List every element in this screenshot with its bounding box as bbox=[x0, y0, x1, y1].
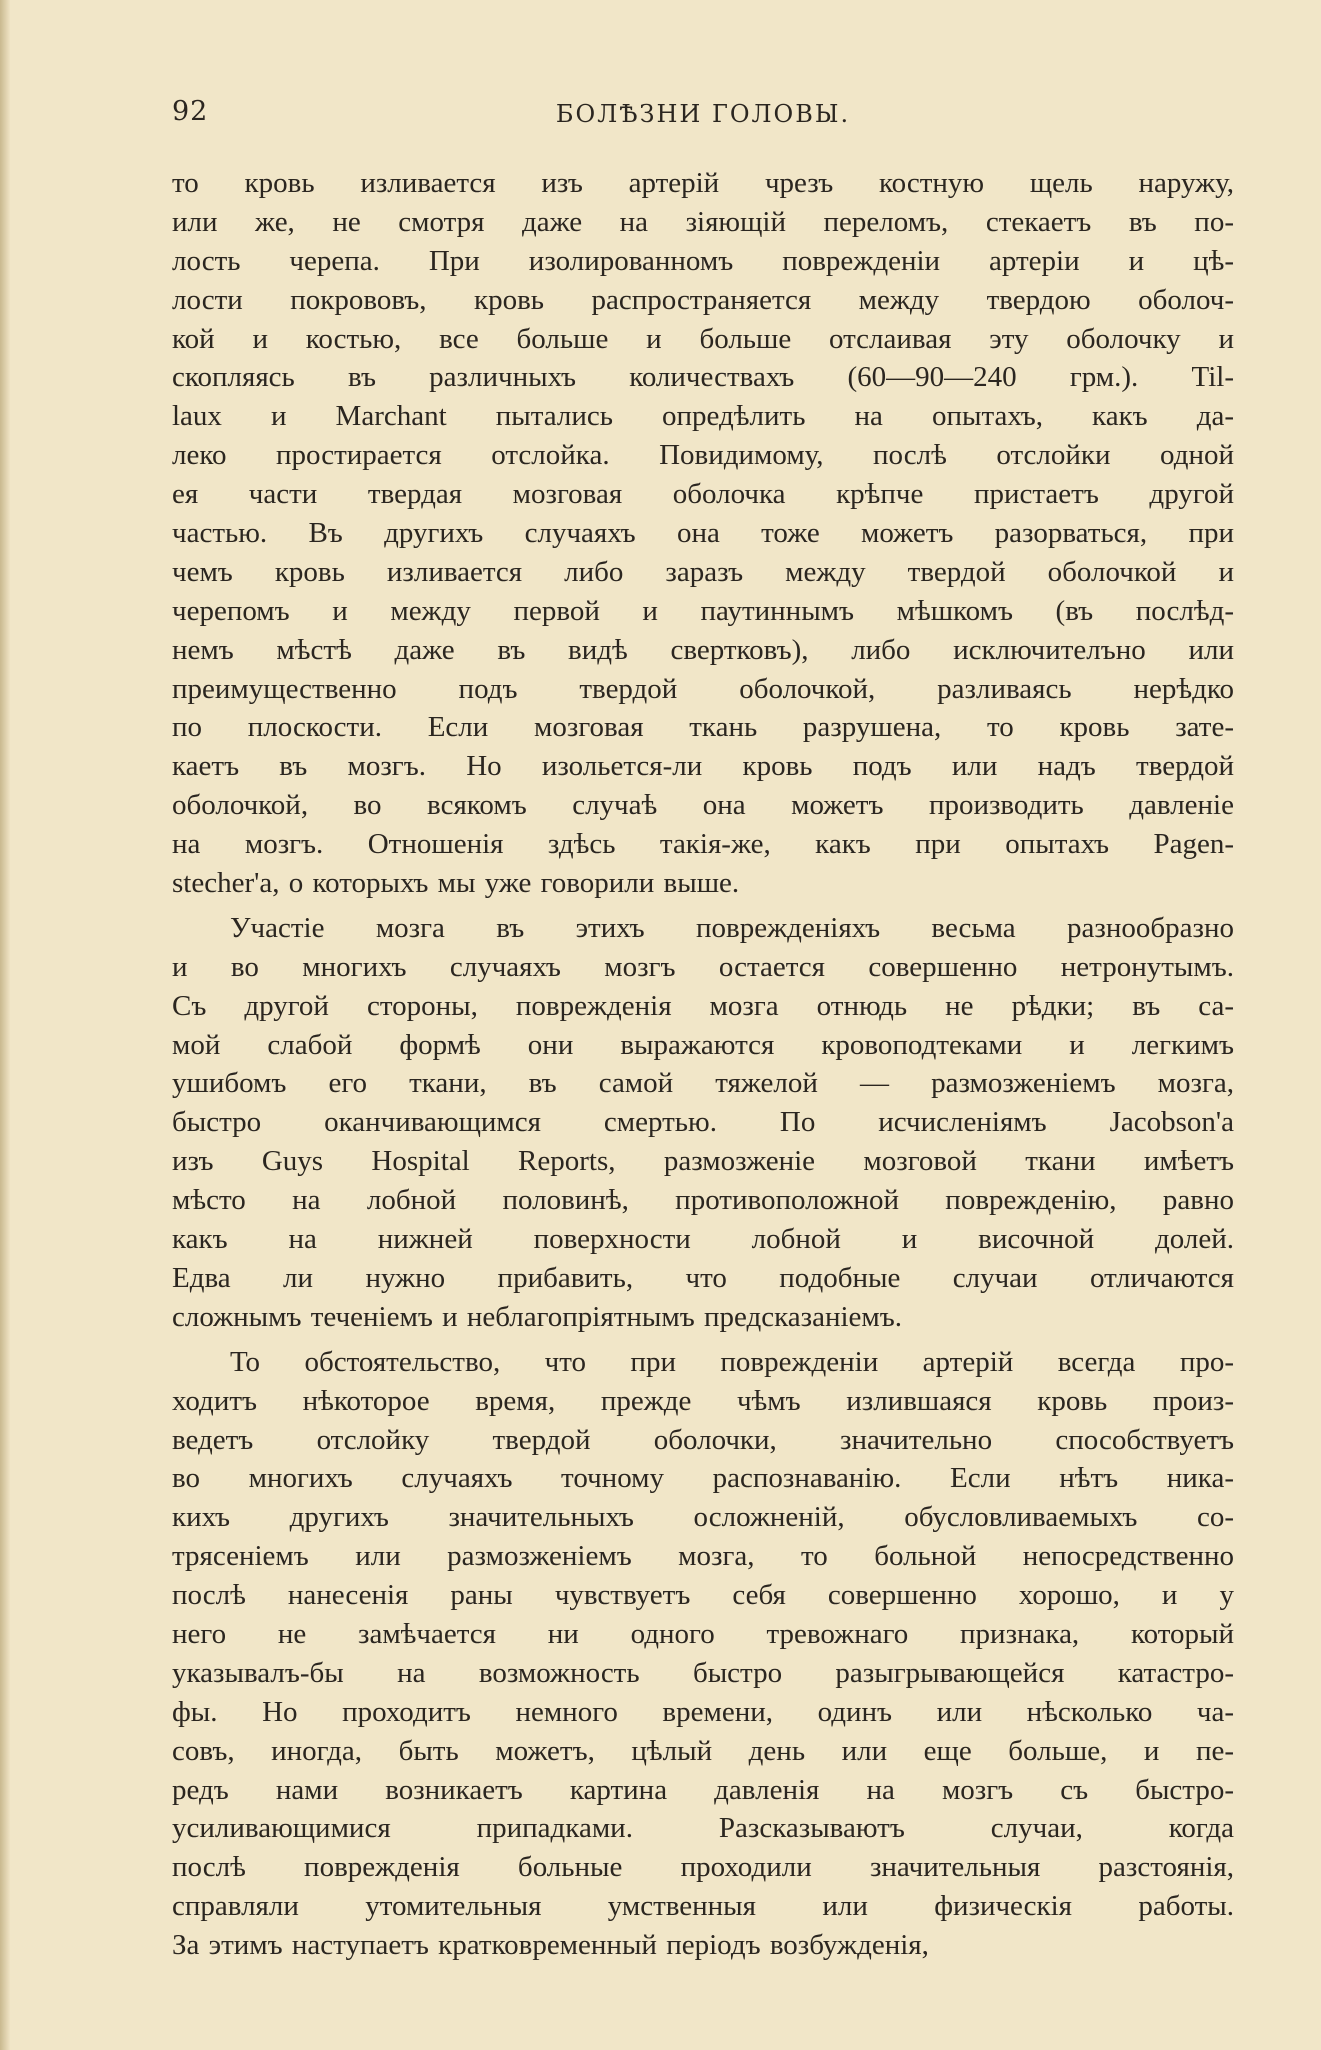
text-line: фы. Но проходитъ немного времени, одинъ или нѣсколько ча- bbox=[172, 1695, 1234, 1728]
text-line: частью. Въ другихъ случаяхъ она тоже можетъ разорваться, при bbox=[172, 517, 1234, 550]
text-line: изъ Guys Hospital Reports, размозженіе мозговой ткани имѣетъ bbox=[172, 1145, 1234, 1178]
text-line: ушибомъ его ткани, въ самой тяжелой — размозженіемъ мозга, bbox=[172, 1067, 1234, 1100]
text-line: указывалъ-бы на возможность быстро разыгрывающейся катастро- bbox=[172, 1656, 1234, 1689]
text-line: кой и костью, все больше и больше отслаивая эту оболочку и bbox=[172, 322, 1234, 355]
text-line: ведетъ отслойку твердой оболочки, значительно способствуетъ bbox=[172, 1423, 1234, 1456]
text-line: послѣ нанесенія раны чувствуетъ себя совершенно хорошо, и у bbox=[172, 1579, 1234, 1612]
text-line: леко простирается отслойка. Повидимому, послѣ отслойки одной bbox=[172, 439, 1234, 472]
text-line: мѣсто на лобной половинѣ, противоположной поврежденію, равно bbox=[172, 1184, 1234, 1217]
text-line: во многихъ случаяхъ точному распознаванію. Если нѣтъ ника- bbox=[172, 1462, 1234, 1495]
text-line: справляли утомительныя умственныя или физическія работы. bbox=[172, 1890, 1234, 1923]
body-text bbox=[172, 164, 1234, 1971]
text-line: какъ на нижней поверхности лобной и височной долей. bbox=[172, 1223, 1234, 1256]
text-line: быстро оканчивающимся смертью. По исчисленіямъ Jacobson'а bbox=[172, 1106, 1234, 1139]
text-line: усиливающимися припадками. Разсказываютъ случаи, когда bbox=[172, 1812, 1234, 1845]
text-line: ходитъ нѣкоторое время, прежде чѣмъ излившаяся кровь произ- bbox=[172, 1384, 1234, 1417]
text-line: преимущественно подъ твердой оболочкой, разливаясь нерѣдко bbox=[172, 672, 1234, 705]
text-line: и во многихъ случаяхъ мозгъ остается совершенно нетронутымъ. bbox=[172, 950, 1234, 983]
text-line: по плоскости. Если мозговая ткань разрушена, то кровь зате- bbox=[172, 711, 1234, 744]
text-line: немъ мѣстѣ даже въ видѣ свертковъ), либо исключителъно или bbox=[172, 633, 1234, 666]
text-line: мой слабой формѣ они выражаются кровоподтеками и легкимъ bbox=[172, 1028, 1234, 1061]
text-line: ея части твердая мозговая оболочка крѣпче пристаетъ другой bbox=[172, 478, 1234, 511]
text-line: послѣ поврежденія больные проходили значительныя разстоянія, bbox=[172, 1851, 1234, 1884]
text-line: За этимъ наступаетъ кратковременный періодъ возбужденія, bbox=[172, 1929, 929, 1962]
paragraph bbox=[172, 164, 1234, 903]
text-line: Участіе мозга въ этихъ поврежденіяхъ весьма разнообразно bbox=[230, 911, 1234, 944]
text-line: лости покрововъ, кровь распространяется между твердою оболоч- bbox=[172, 283, 1234, 316]
page-header bbox=[172, 96, 1234, 136]
text-line: черепомъ и между первой и паутиннымъ мѣшкомъ (въ послѣд- bbox=[172, 594, 1234, 627]
text-line: или же, не смотря даже на зіяющій переломъ, стекаетъ въ по- bbox=[172, 205, 1234, 238]
text-line: него не замѣчается ни одного тревожнаго признака, который bbox=[172, 1617, 1234, 1650]
paragraph bbox=[172, 909, 1234, 1337]
text-line: То обстоятельство, что при поврежденіи артерій всегда про- bbox=[230, 1345, 1234, 1378]
page-number: 92 bbox=[172, 96, 209, 127]
running-title: БОЛѢЗНИ ГОЛОВЫ. bbox=[555, 100, 851, 128]
text-line: laux и Marchant пытались опредѣлить на опытахъ, какъ да- bbox=[172, 400, 1234, 433]
text-line: каетъ въ мозгъ. Но изольется-ли кровь подъ или надъ твердой bbox=[172, 750, 1234, 783]
text-line: stecher'а, о которыхъ мы уже говорили выше. bbox=[172, 867, 740, 900]
text-line: лость черепа. При изолированномъ поврежденіи артеріи и цѣ- bbox=[172, 244, 1234, 277]
text-line: скопляясь въ различныхъ количествахъ (60—90—240 грм.). Til- bbox=[172, 361, 1234, 394]
text-line: Едва ли нужно прибавить, что подобные случаи отличаются bbox=[172, 1261, 1234, 1294]
text-line: совъ, иногда, быть можетъ, цѣлый день или еще больше, и пе- bbox=[172, 1734, 1234, 1767]
text-line: трясеніемъ или размозженіемъ мозга, то больной непосредственно bbox=[172, 1540, 1234, 1573]
text-line: редъ нами возникаетъ картина давленія на мозгъ съ быстро- bbox=[172, 1773, 1234, 1806]
page-edge bbox=[0, 0, 10, 2050]
text-line: оболочкой, во всякомъ случаѣ она можетъ производить давленіе bbox=[172, 789, 1234, 822]
text-line: Съ другой стороны, поврежденія мозга отнюдь не рѣдки; въ са- bbox=[172, 989, 1234, 1022]
text-line: то кровь изливается изъ артерій чрезъ костную щель наружу, bbox=[172, 167, 1234, 199]
paragraph bbox=[172, 1343, 1234, 1965]
text-line: кихъ другихъ значительныхъ осложненій, обусловливаемыхъ со- bbox=[172, 1501, 1234, 1534]
text-line: сложнымъ теченіемъ и неблагопріятнымъ предсказаніемъ. bbox=[172, 1300, 903, 1333]
text-line: на мозгъ. Отношенія здѣсь такія-же, какъ при опытахъ Pagen- bbox=[172, 828, 1234, 861]
text-line: чемъ кровь изливается либо заразъ между твердой оболочкой и bbox=[172, 555, 1234, 588]
